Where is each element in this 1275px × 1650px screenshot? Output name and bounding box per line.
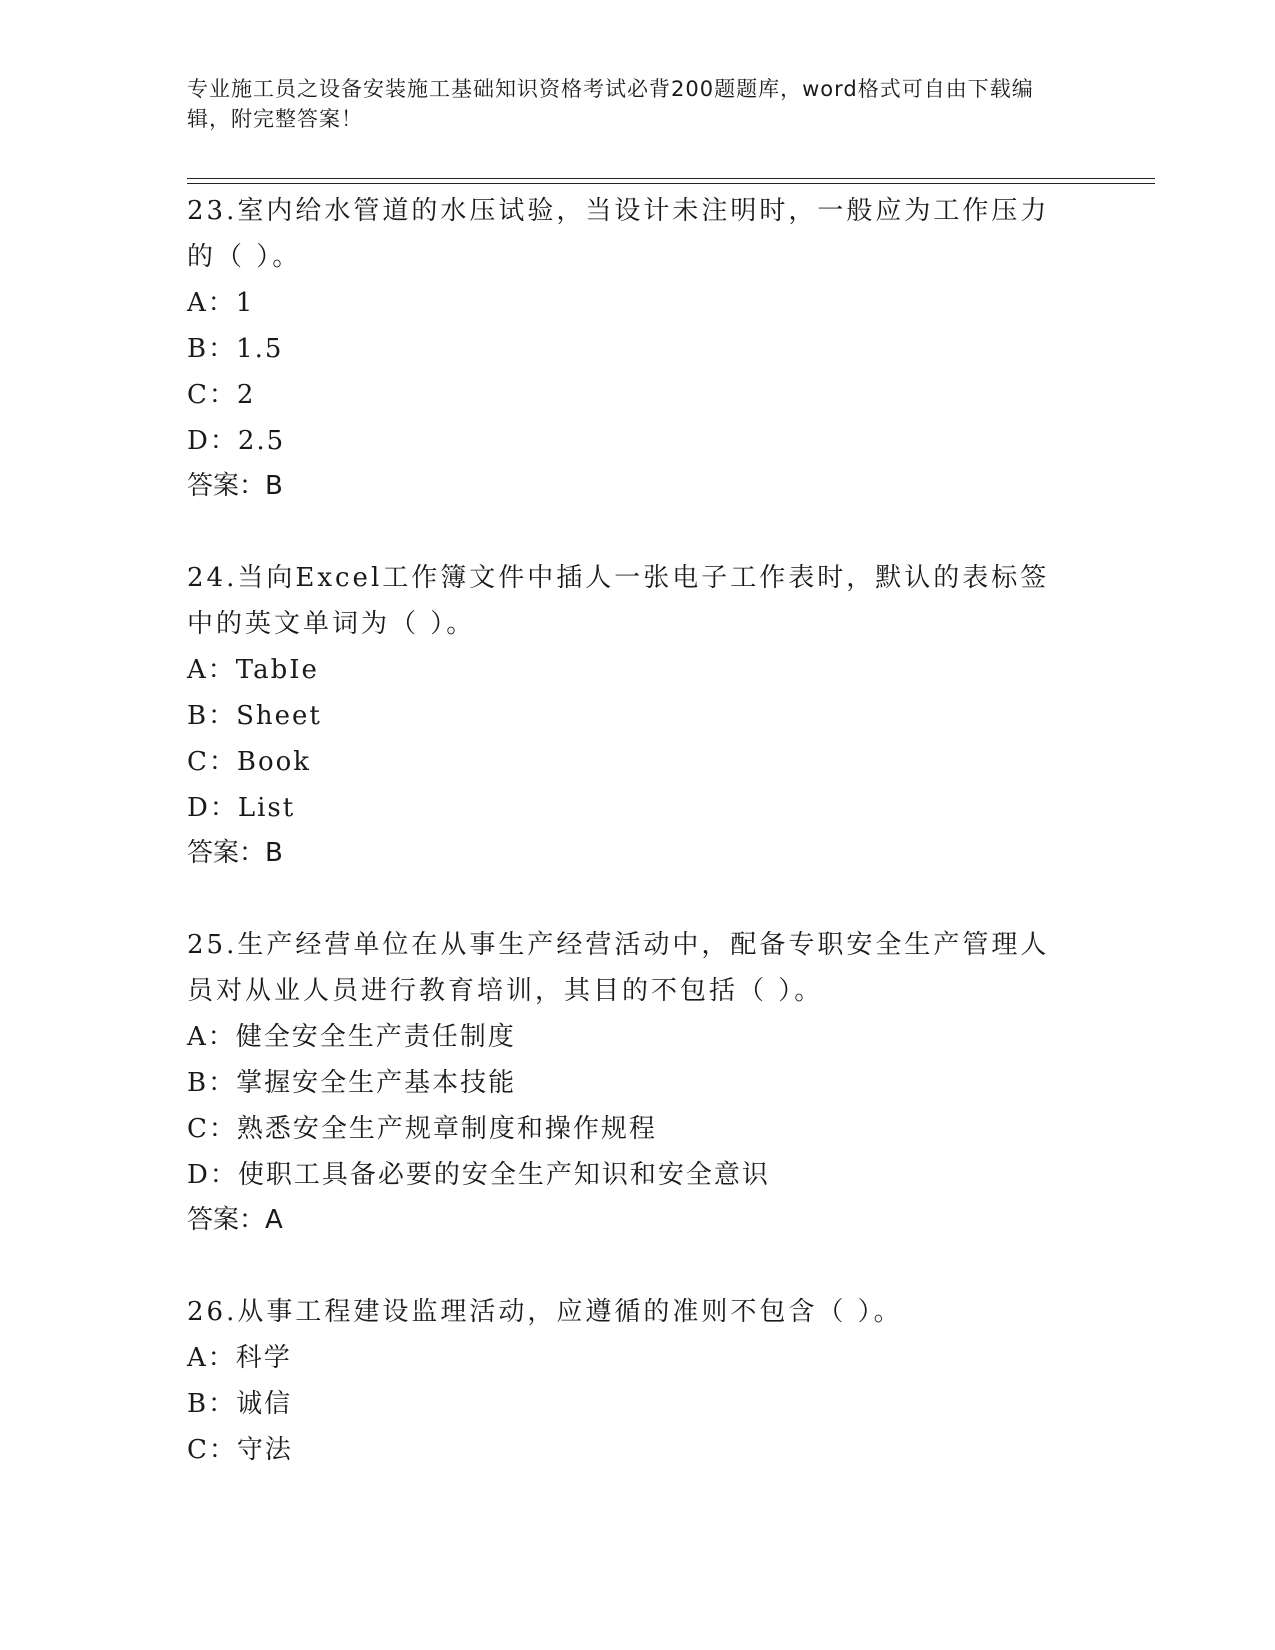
question-text: 26.从事工程建设监理活动，应遵循的准则不包含（ ）。 xyxy=(187,1297,903,1327)
option-a: A：科学 xyxy=(187,1343,292,1373)
option-a: A：健全安全生产责任制度 xyxy=(187,1022,516,1052)
answer-line: 答案：A xyxy=(187,1205,283,1235)
option-d: D：使职工具备必要的安全生产知识和安全意识 xyxy=(187,1160,770,1190)
option-c: C：2 xyxy=(187,380,256,410)
option-d: D：2.5 xyxy=(187,426,286,456)
header-divider-bottom xyxy=(187,183,1155,184)
question-26 xyxy=(187,1289,1107,1473)
option-b: B：Sheet xyxy=(187,701,322,731)
question-text: 25.生产经营单位在从事生产经营活动中，配备专职安全生产管理人员对从业人员进行教育培训，其目的不包括（ ）。 xyxy=(187,930,1050,1006)
question-24 xyxy=(187,555,1107,875)
option-c: C：熟悉安全生产规章制度和操作规程 xyxy=(187,1114,657,1144)
document-header: 专业施工员之设备安装施工基础知识资格考试必背200题题库，word格式可自由下载编辑，附完整答案！ xyxy=(187,77,1034,131)
option-b: B：诚信 xyxy=(187,1389,293,1419)
answer-line: 答案：B xyxy=(187,471,283,501)
question-list xyxy=(187,188,1107,1520)
option-c: C：守法 xyxy=(187,1435,293,1465)
question-text: 23.室内给水管道的水压试验，当设计未注明时，一般应为工作压力的（ ）。 xyxy=(187,196,1050,272)
answer-line: 答案：B xyxy=(187,838,283,868)
option-a: A：1 xyxy=(187,288,255,318)
question-23 xyxy=(187,188,1107,508)
option-b: B：1.5 xyxy=(187,334,284,364)
question-25 xyxy=(187,922,1107,1242)
option-d: D：List xyxy=(187,793,296,823)
option-c: C：Book xyxy=(187,747,312,777)
question-text: 24.当向Excel工作簿文件中插人一张电子工作表时，默认的表标签中的英文单词为（ ）。 xyxy=(187,563,1050,639)
option-b: B：掌握安全生产基本技能 xyxy=(187,1068,517,1098)
header-divider-top xyxy=(187,178,1155,179)
option-a: A：TabIe xyxy=(187,655,319,685)
